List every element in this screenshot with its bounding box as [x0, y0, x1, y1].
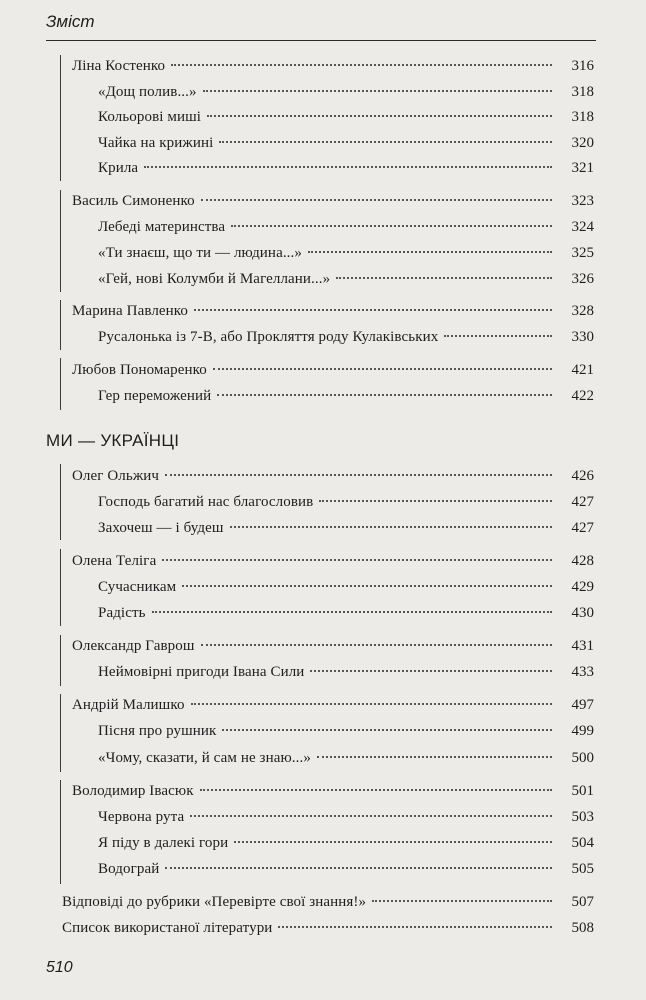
toc-page-number: 504: [571, 835, 594, 851]
dot-leader: [317, 756, 552, 758]
toc-entry-author[interactable]: [72, 358, 594, 382]
dot-leader: [217, 394, 552, 396]
dot-leader: [182, 585, 552, 587]
toc-entry-title: Русалонька із 7-В, або Прокляття роду Кулаківських: [98, 329, 439, 345]
group-bar-ponomarenko: [60, 358, 61, 410]
dot-leader: [162, 559, 552, 561]
toc-page-number: 324: [571, 219, 594, 235]
toc-entry-author[interactable]: [72, 549, 594, 573]
toc-page-number: 318: [571, 109, 594, 125]
toc-entry-title: Кольорові миші: [98, 109, 202, 125]
toc-entry-title: Марина Павленко: [72, 303, 189, 319]
page-header: [0, 0, 646, 42]
dot-leader: [278, 926, 552, 928]
toc-entry-work[interactable]: [98, 267, 594, 291]
toc-entry-author[interactable]: [72, 299, 594, 323]
toc-page-number: 323: [571, 193, 594, 209]
dot-leader: [319, 500, 552, 502]
toc-entry-title: Радість: [98, 605, 146, 621]
group-bar-symonenko: [60, 190, 61, 292]
section-heading: МИ — УКРАЇНЦІ: [46, 431, 180, 450]
toc-page-number: 328: [571, 303, 594, 319]
toc-entry-author[interactable]: [72, 464, 594, 488]
toc-page-number: 427: [571, 494, 594, 510]
toc-entry-title: Лебеді материнства: [98, 219, 226, 235]
toc-page-number: 325: [571, 245, 594, 261]
toc-entry-work[interactable]: [98, 384, 594, 408]
toc-entry-work[interactable]: [98, 325, 594, 349]
toc-entry-appendix[interactable]: [62, 916, 594, 940]
toc-entry-title: Водограй: [98, 861, 160, 877]
toc-page-number: 433: [571, 664, 594, 680]
dot-leader: [207, 115, 552, 117]
toc-page-number: 430: [571, 605, 594, 621]
dot-leader: [308, 251, 552, 253]
toc-entry-title: Я піду в далекі гори: [98, 835, 229, 851]
toc-entry-work[interactable]: [98, 601, 594, 625]
toc-page-number: 497: [571, 697, 594, 713]
dot-leader: [171, 64, 552, 66]
toc-entry-appendix[interactable]: [62, 890, 594, 914]
group-bar-malyshko: [60, 694, 61, 772]
toc-entry-title: Захочеш — і будеш: [98, 520, 224, 536]
toc-page-number: 507: [571, 894, 594, 910]
toc-entry-work[interactable]: [98, 241, 594, 265]
toc-entry-work[interactable]: [98, 660, 594, 684]
toc-entry-title: Любов Пономаренко: [72, 362, 207, 378]
toc-page-number: 422: [571, 388, 594, 404]
toc-entry-title: Андрій Малишко: [72, 697, 185, 713]
header-title: Зміст: [46, 12, 95, 31]
toc-entry-work[interactable]: [98, 719, 594, 743]
toc-page-number: 326: [571, 271, 594, 287]
toc-page-number: 508: [571, 920, 594, 936]
dot-leader: [201, 644, 553, 646]
dot-leader: [234, 841, 552, 843]
toc-entry-author[interactable]: [72, 189, 594, 213]
group-bar-gavrosh: [60, 635, 61, 686]
toc-entry-title: Відповіді до рубрики «Перевірте свої знання!»: [62, 894, 367, 910]
toc-entry-author[interactable]: [72, 693, 594, 717]
toc-page-number: 501: [571, 783, 594, 799]
group-bar-pavlenko: [60, 300, 61, 350]
toc-entry-title: Ліна Костенко: [72, 58, 166, 74]
toc-page-number: 499: [571, 723, 594, 739]
toc-page-number: 330: [571, 329, 594, 345]
toc-entry-title: Червона рута: [98, 809, 185, 825]
toc-entry-title: Пісня про рушник: [98, 723, 217, 739]
toc-entry-author[interactable]: [72, 54, 594, 78]
toc-entry-work[interactable]: [98, 156, 594, 180]
dot-leader: [201, 199, 552, 201]
dot-leader: [336, 277, 552, 279]
toc-entry-title: Господь багатий нас благословив: [98, 494, 314, 510]
toc-entry-title: Олена Теліга: [72, 553, 157, 569]
group-bar-teliga: [60, 549, 61, 626]
toc-entry-title: Крила: [98, 160, 139, 176]
toc-page-number: 316: [571, 58, 594, 74]
dot-leader: [231, 225, 552, 227]
toc-entry-work[interactable]: [98, 490, 594, 514]
page-number: 510: [46, 959, 73, 976]
dot-leader: [144, 166, 552, 168]
dot-leader: [200, 789, 552, 791]
toc-page-number: 429: [571, 579, 594, 595]
toc-page-number: 320: [571, 135, 594, 151]
dot-leader: [191, 703, 552, 705]
dot-leader: [203, 90, 552, 92]
toc-entry-title: «Ти знаєш, що ти — людина...»: [98, 245, 302, 261]
toc-page-number: 500: [571, 750, 594, 766]
dot-leader: [219, 141, 552, 143]
toc-page-number: 421: [571, 362, 594, 378]
dot-leader: [190, 815, 552, 817]
toc-entry-title: Сучасникам: [98, 579, 177, 595]
toc-page-number: 427: [571, 520, 594, 536]
toc-page-number: 321: [571, 160, 594, 176]
toc-entry-work[interactable]: [98, 131, 594, 155]
dot-leader: [444, 335, 552, 337]
toc-entry-work[interactable]: [98, 805, 594, 829]
toc-entry-work[interactable]: [98, 215, 594, 239]
toc-entry-title: Олег Ольжич: [72, 468, 160, 484]
toc-entry-title: Олександр Гаврош: [72, 638, 195, 654]
dot-leader: [165, 474, 552, 476]
toc-entry-title: Неймовірні пригоди Івана Сили: [98, 664, 305, 680]
dot-leader: [165, 867, 552, 869]
toc-entry-work[interactable]: [98, 575, 594, 599]
dot-leader: [152, 611, 552, 613]
toc-entry-title: Чайка на крижині: [98, 135, 214, 151]
toc-entry-work[interactable]: [98, 746, 594, 770]
toc-page-number: 426: [571, 468, 594, 484]
toc-entry-work[interactable]: [98, 831, 594, 855]
toc-page-number: 503: [571, 809, 594, 825]
toc-entry-author[interactable]: [72, 779, 594, 803]
toc-page-number: 431: [571, 638, 594, 654]
group-bar-kostenko: [60, 55, 61, 181]
toc-entry-title: «Гей, нові Колумби й Магеллани...»: [98, 271, 331, 287]
dot-leader: [230, 526, 552, 528]
toc-entry-title: Володимир Івасюк: [72, 783, 194, 799]
dot-leader: [213, 368, 552, 370]
toc-entry-work[interactable]: [98, 516, 594, 540]
toc-entry-title: Василь Симоненко: [72, 193, 195, 209]
toc-entry-work[interactable]: [98, 857, 594, 881]
toc-entry-title: «Чому, сказати, й сам не знаю...»: [98, 750, 311, 766]
group-bar-olzhych: [60, 464, 61, 540]
toc-page-number: 428: [571, 553, 594, 569]
toc-page-number: 505: [571, 861, 594, 877]
toc-entry-work[interactable]: [98, 80, 594, 104]
dot-leader: [372, 900, 552, 902]
toc-entry-author[interactable]: [72, 634, 594, 658]
dot-leader: [310, 670, 552, 672]
toc-entry-title: Список використаної літератури: [62, 920, 273, 936]
toc-page-number: 318: [571, 84, 594, 100]
group-bar-ivasiuk: [60, 780, 61, 884]
dot-leader: [222, 729, 552, 731]
toc-entry-title: Гер переможений: [98, 388, 212, 404]
toc-entry-work[interactable]: [98, 105, 594, 129]
toc-entry-title: «Дощ полив...»: [98, 84, 197, 100]
header-rule: [46, 40, 596, 41]
dot-leader: [194, 309, 552, 311]
